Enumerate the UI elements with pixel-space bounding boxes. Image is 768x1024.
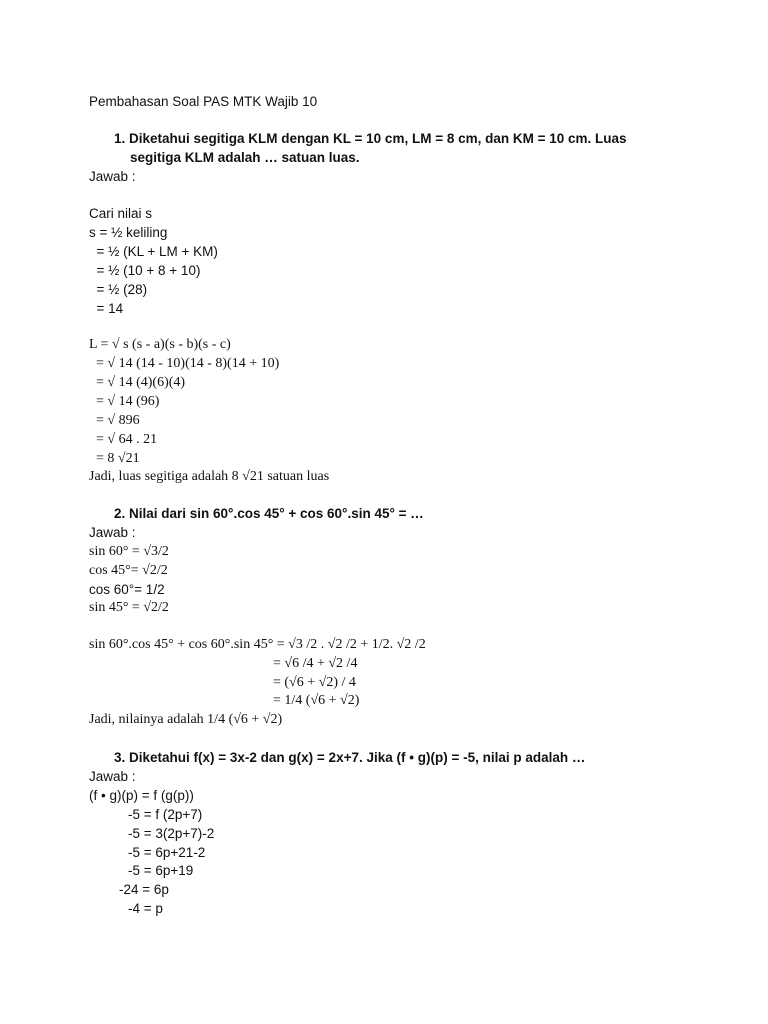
q1-l-line: = √ 64 . 21	[89, 432, 158, 447]
q1-s-line: = ½ (28)	[89, 282, 148, 297]
q3-step-line: -4 = p	[128, 901, 163, 916]
q3-first-line: (f • g)(p) = f (g(p))	[89, 788, 194, 803]
q1-s-line: s = ½ keliling	[89, 225, 168, 240]
q3-step-line: -5 = f (2p+7)	[128, 807, 203, 822]
q3-answer-label: Jawab :	[89, 769, 136, 784]
q2-value-line: cos 60°= 1/2	[89, 582, 165, 597]
q2-value-line: sin 60° = √3/2	[89, 544, 169, 559]
q1-l-line: = √ 14 (14 - 10)(14 - 8)(14 + 10)	[89, 356, 280, 371]
q1-conclusion: Jadi, luas segitiga adalah 8 √21 satuan luas	[89, 469, 330, 484]
q2-value-line: sin 45° = √2/2	[89, 600, 169, 615]
q2-calc-line: sin 60°.cos 45° + cos 60°.sin 45° = √3 /2 . √2 /2 + 1/2. √2 /2	[89, 637, 426, 652]
q2-answer-label: Jawab :	[89, 525, 136, 540]
document-title: Pembahasan Soal PAS MTK Wajib 10	[89, 94, 318, 109]
q1-question-line1: 1. Diketahui segitiga KLM dengan KL = 10 cm, LM = 8 cm, dan KM = 10 cm. Luas	[114, 131, 627, 146]
q2-calc-line: = (√6 + √2) / 4	[273, 675, 356, 690]
q1-l-line: = √ 14 (96)	[89, 394, 160, 409]
q1-question-line2: segitiga KLM adalah … satuan luas.	[130, 150, 360, 165]
q3-step-line: -5 = 6p+19	[128, 863, 194, 878]
q2-value-line: cos 45°= √2/2	[89, 563, 168, 578]
q3-step-line: -5 = 3(2p+7)-2	[128, 826, 215, 841]
q2-conclusion: Jadi, nilainya adalah 1/4 (√6 + √2)	[89, 712, 283, 727]
q2-question: 2. Nilai dari sin 60°.cos 45° + cos 60°.sin 45° = …	[114, 506, 424, 521]
q1-answer-label: Jawab :	[89, 169, 136, 184]
q3-step-line: -24 = 6p	[119, 882, 169, 897]
q1-s-line: = ½ (KL + LM + KM)	[89, 244, 218, 259]
q2-calc-line: = 1/4 (√6 + √2)	[273, 693, 360, 708]
q2-calc-line: = √6 /4 + √2 /4	[273, 656, 358, 671]
q1-l-line: L = √ s (s - a)(s - b)(s - c)	[89, 337, 231, 352]
q3-step-line: -5 = 6p+21-2	[128, 845, 206, 860]
q1-l-line: = √ 14 (4)(6)(4)	[89, 375, 186, 390]
q1-l-line: = 8 √21	[89, 451, 140, 466]
q1-s-line: = ½ (10 + 8 + 10)	[89, 263, 201, 278]
q1-s-line: = 14	[89, 301, 124, 316]
q1-l-line: = √ 896	[89, 413, 140, 428]
q1-s-heading: Cari nilai s	[89, 206, 153, 221]
q3-question: 3. Diketahui f(x) = 3x-2 dan g(x) = 2x+7. Jika (f • g)(p) = -5, nilai p adalah …	[114, 750, 586, 765]
